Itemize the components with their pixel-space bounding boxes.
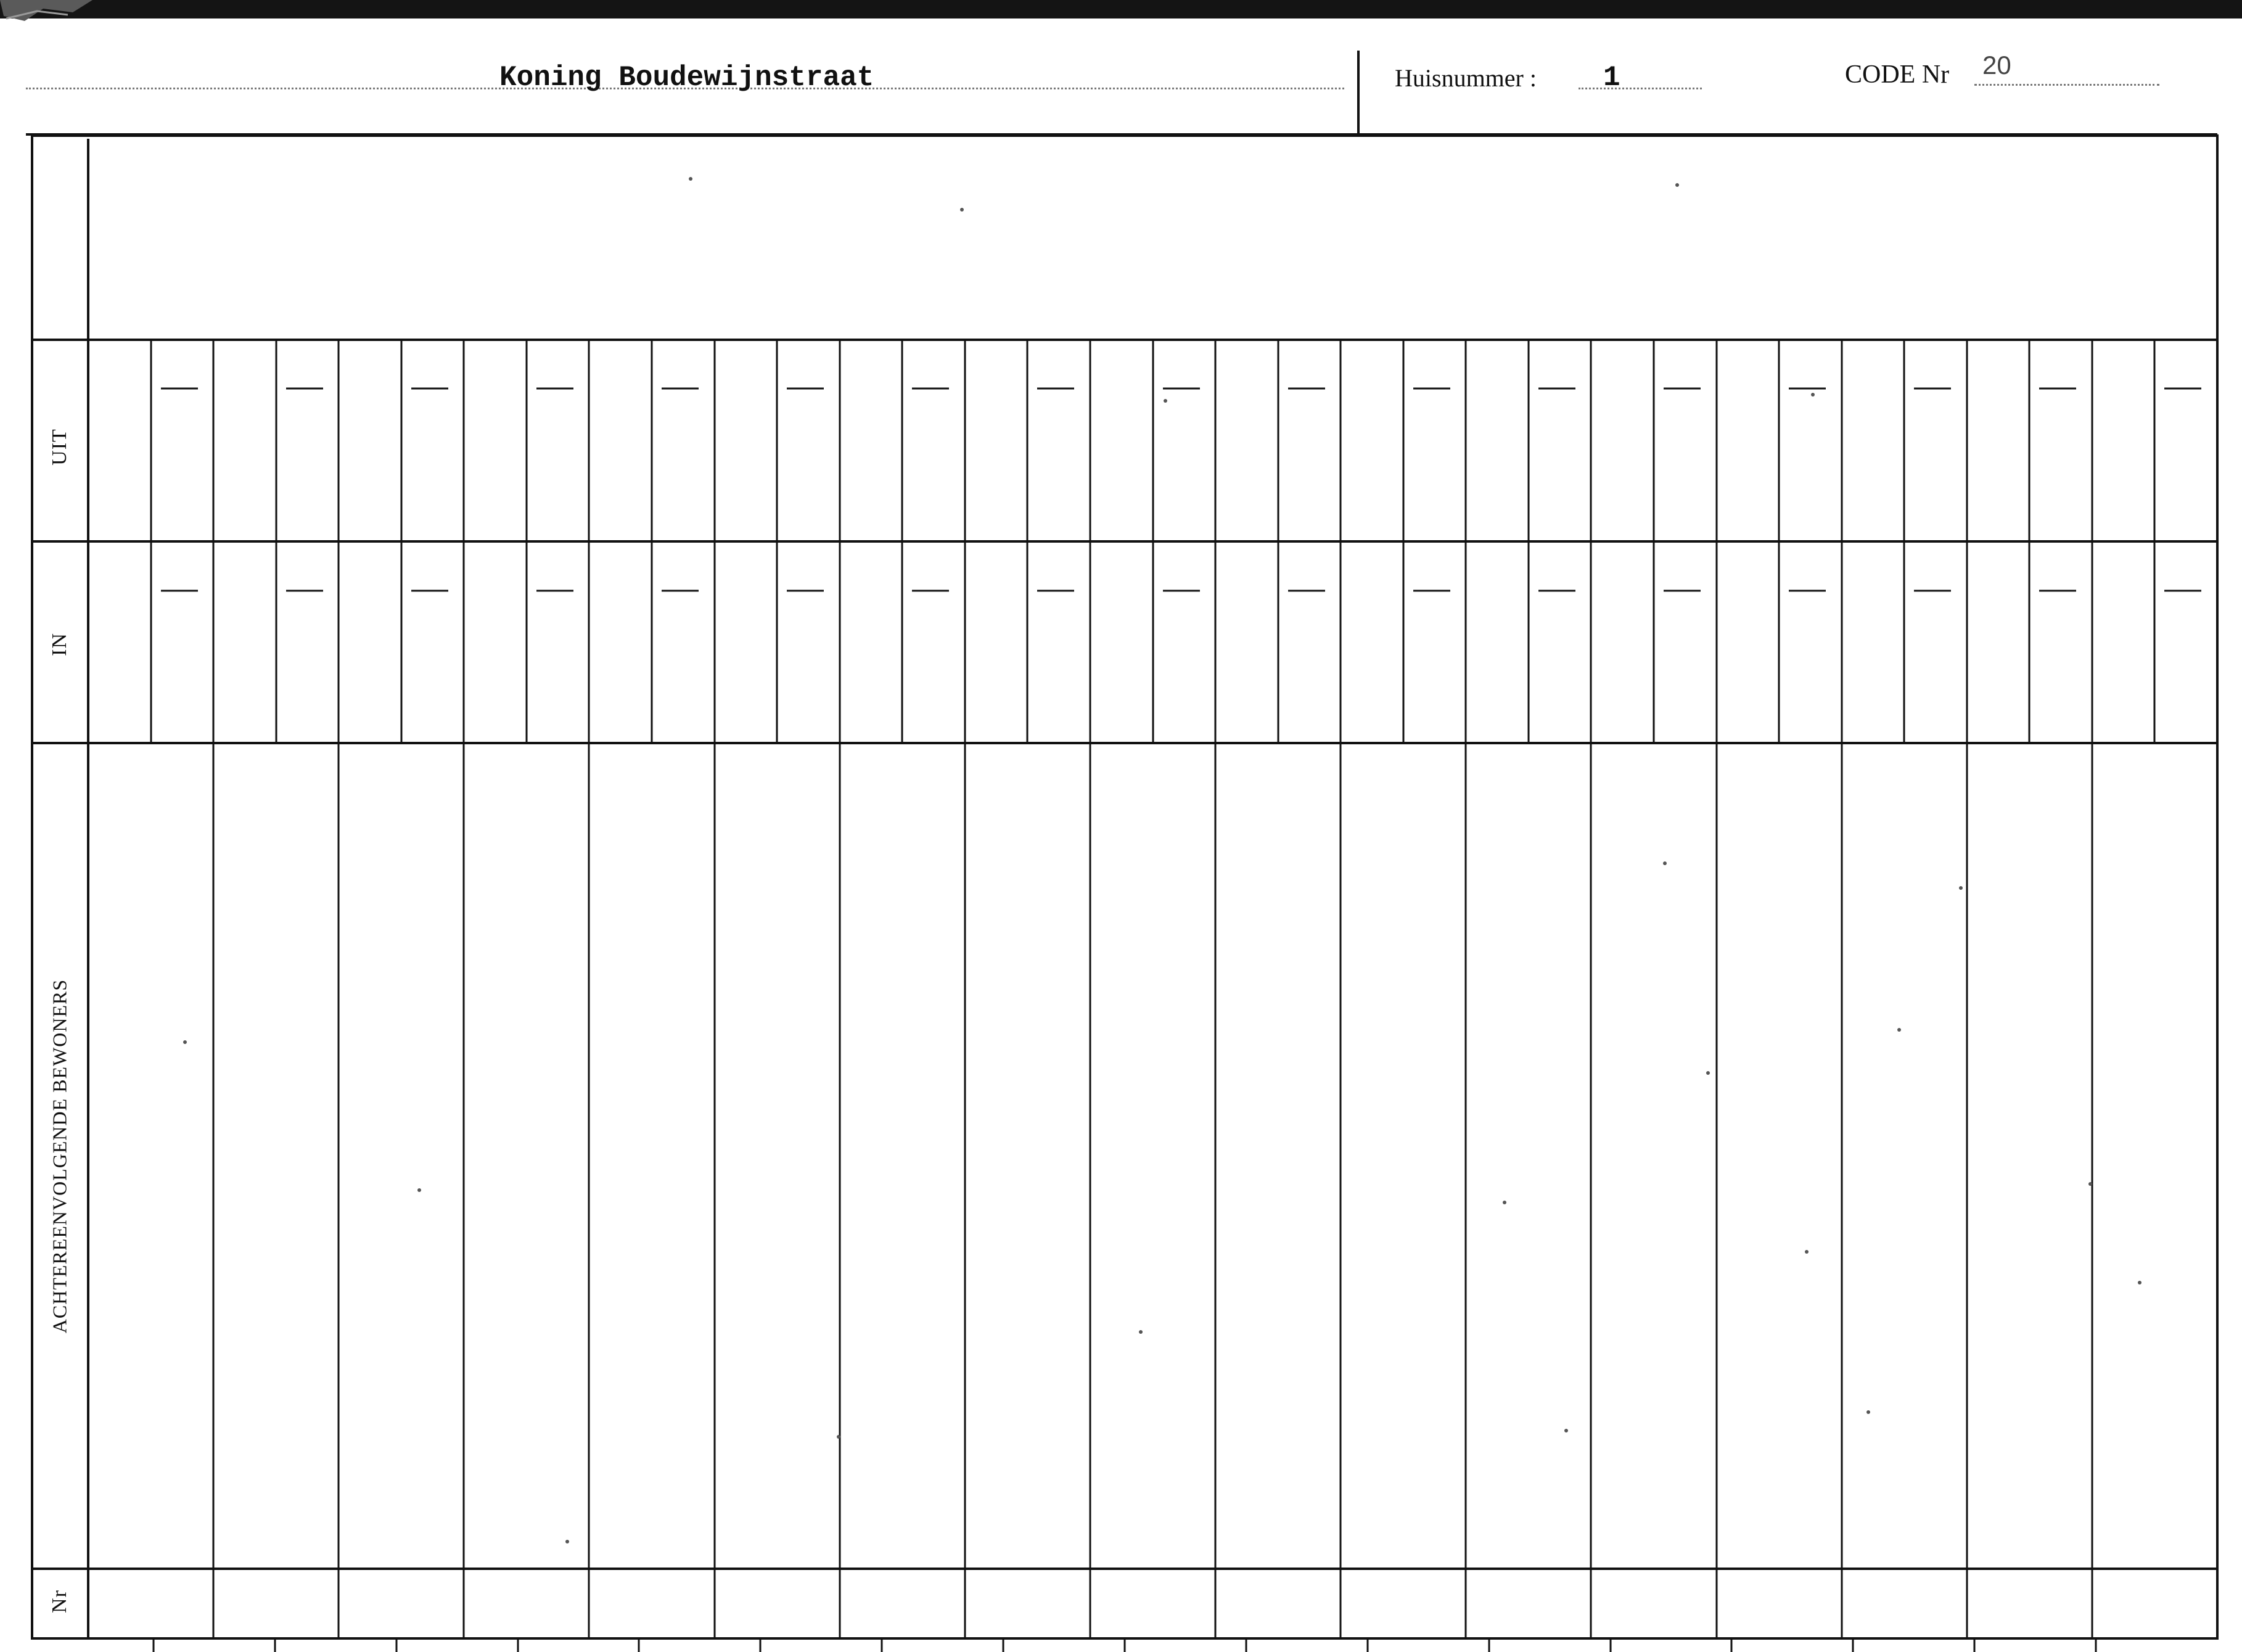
- scan-speck: [1164, 399, 1167, 403]
- scan-speck: [1503, 1201, 1506, 1204]
- house-number-value: 1: [1603, 62, 1620, 94]
- nr-row-label: Nr: [48, 1590, 71, 1613]
- scan-speck: [1564, 1429, 1568, 1432]
- scan-speck: [1959, 886, 1963, 890]
- scan-speck: [417, 1188, 421, 1192]
- code-value: 20: [1982, 51, 2011, 80]
- scan-speck: [1866, 1410, 1870, 1414]
- scan-speck: [183, 1040, 187, 1044]
- uit-row-label: UIT: [48, 429, 71, 466]
- scan-speck: [1663, 861, 1667, 865]
- scan-speck: [2138, 1281, 2141, 1284]
- scan-speck: [837, 1435, 840, 1439]
- scan-speck: [1805, 1250, 1809, 1254]
- code-label: CODE Nr: [1845, 60, 1950, 89]
- street-name: Koning Boudewijnstraat: [499, 62, 874, 94]
- scan-speck: [1139, 1330, 1143, 1334]
- table-outer-border: [32, 136, 2217, 1638]
- scan-speck: [1811, 393, 1815, 397]
- scan-speck: [2088, 1182, 2092, 1186]
- in-row-label: IN: [48, 633, 71, 656]
- scan-speck: [689, 177, 692, 181]
- house-number-label: Huisnummer :: [1395, 64, 1537, 92]
- scan-speck: [1706, 1071, 1710, 1075]
- scan-speck: [960, 208, 964, 212]
- scan-speck: [565, 1540, 569, 1543]
- scan-speck: [1675, 183, 1679, 187]
- residents-row-label: ACHTEREENVOLGENDE BEWONERS: [48, 979, 71, 1334]
- scan-speck: [1897, 1028, 1901, 1032]
